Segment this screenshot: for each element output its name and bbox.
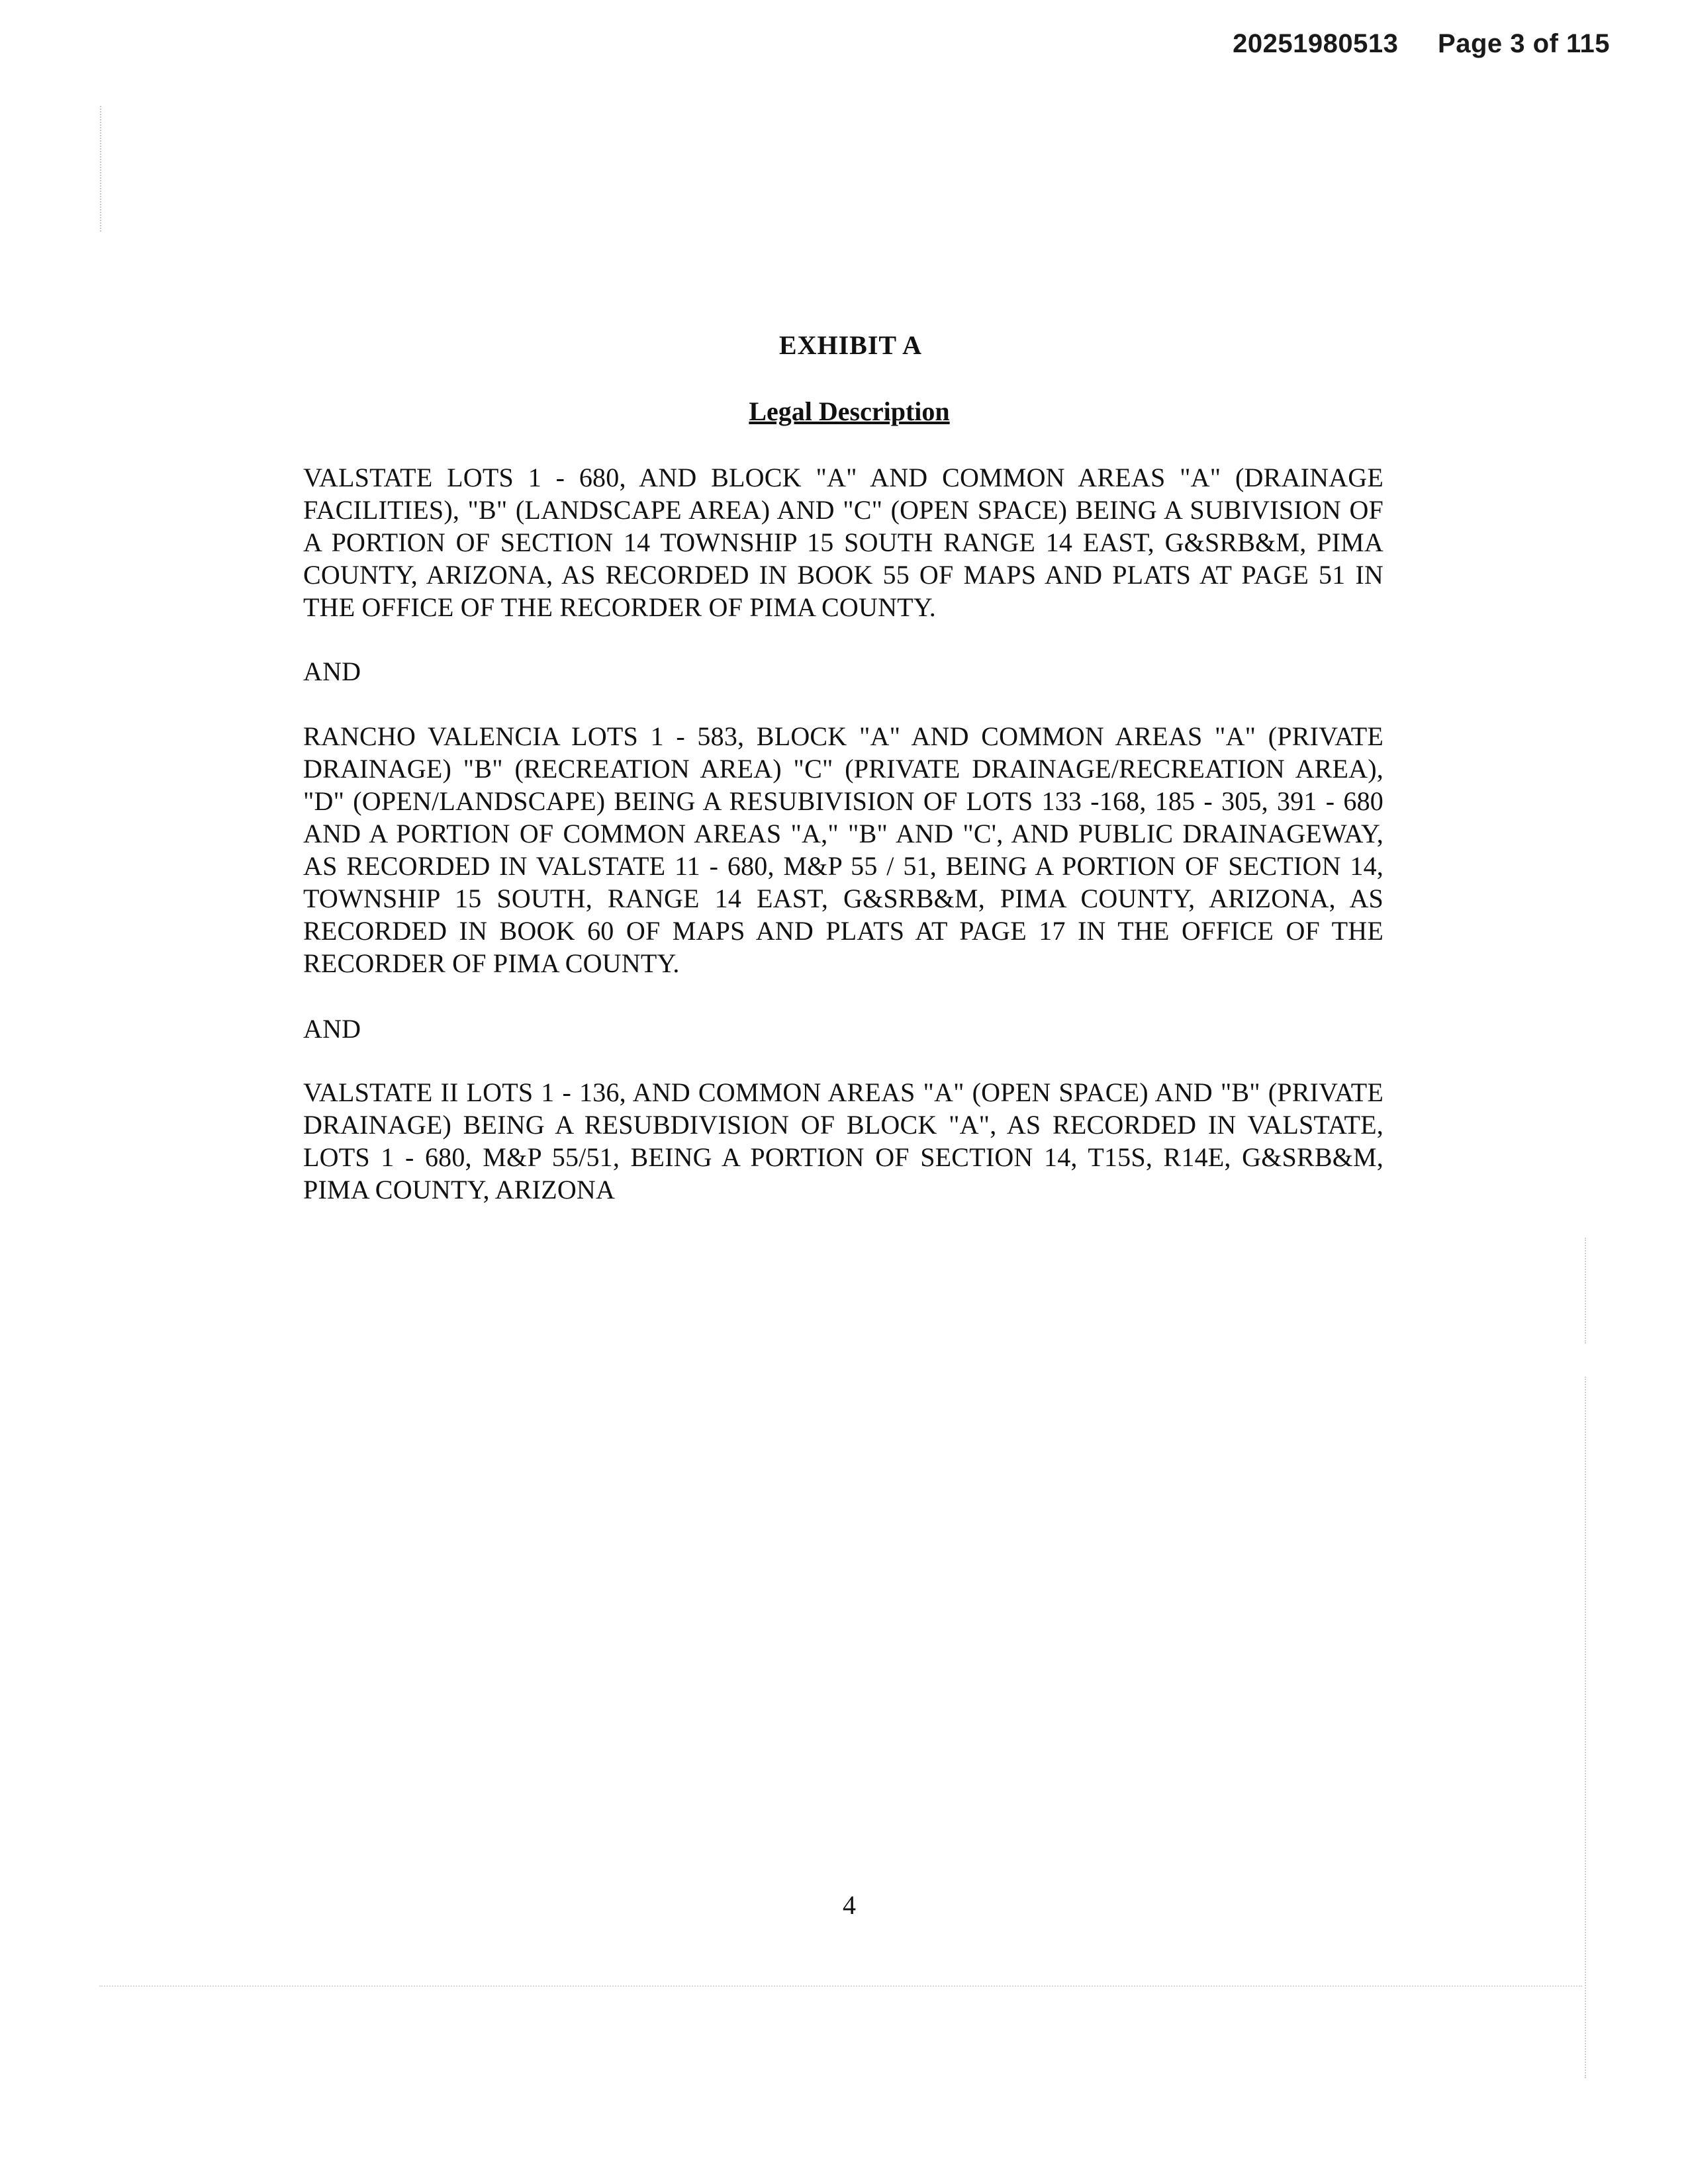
legal-description-paragraph-3: VALSTATE II LOTS 1 - 136, AND COMMON AREAS "A" (OPEN SPACE) AND "B" (PRIVATE DRAINAGE) BEING A RESUBDIVISION OF BLOCK "A", AS RECORDED IN VALSTATE, LOTS 1 - 680, M&P 55/51, BEING A PORTION OF SECTION 14, T15S, R14E, G&SRB&M, PIMA COUNTY, ARIZONA bbox=[303, 1077, 1383, 1205]
scan-artifact-left bbox=[100, 106, 101, 232]
conjunction-and-2: AND bbox=[303, 1014, 361, 1044]
scan-artifact-right-upper bbox=[1585, 1238, 1586, 1343]
conjunction-and-1: AND bbox=[303, 657, 361, 686]
legal-description-paragraph-1: VALSTATE LOTS 1 - 680, AND BLOCK "A" AND COMMON AREAS "A" (DRAINAGE FACILITIES), "B" (LANDSCAPE AREA) AND "C" (OPEN SPACE) BEING A SUBIVISION OF A PORTION OF SECTION 14 TOWNSHIP 15 SOUTH RANGE 14 EAST, G&SRB&M, PIMA COUNTY, ARIZONA, AS RECORDED IN BOOK 55 OF MAPS AND PLATS AT PAGE 51 IN THE OFFICE OF THE RECORDER OF PIMA COUNTY. bbox=[303, 463, 1383, 622]
page-number: 4 bbox=[843, 1890, 856, 1920]
scan-artifact-right-lower bbox=[1585, 1377, 1586, 2078]
scan-artifact-bottom bbox=[99, 1985, 1582, 1987]
legal-description-paragraph-2: RANCHO VALENCIA LOTS 1 - 583, BLOCK "A" AND COMMON AREAS "A" (PRIVATE DRAINAGE) "B" (RECREATION AREA) "C" (PRIVATE DRAINAGE/RECREATION AREA), "D" (OPEN/LANDSCAPE) BEING A RESUBIVISION OF LOTS 133 -168, 185 - 305, 391 - 680 AND A PORTION OF COMMON AREAS "A," "B" AND "C', AND PUBLIC DRAINAGEWAY, AS RECORDED IN VALSTATE 11 - 680, M&P 55 / 51, BEING A PORTION OF SECTION 14, TOWNSHIP 15 SOUTH, RANGE 14 EAST, G&SRB&M, PIMA COUNTY, ARIZONA, AS RECORDED IN BOOK 60 OF MAPS AND PLATS AT PAGE 17 IN THE OFFICE OF THE RECORDER OF PIMA COUNTY. bbox=[303, 721, 1383, 978]
section-heading: Legal Description bbox=[749, 396, 950, 426]
recording-stamp bbox=[1233, 29, 1610, 59]
exhibit-title: EXHIBIT A bbox=[778, 330, 923, 360]
page-label: Page 3 of 115 bbox=[1438, 29, 1610, 58]
document-number: 20251980513 bbox=[1233, 29, 1399, 58]
